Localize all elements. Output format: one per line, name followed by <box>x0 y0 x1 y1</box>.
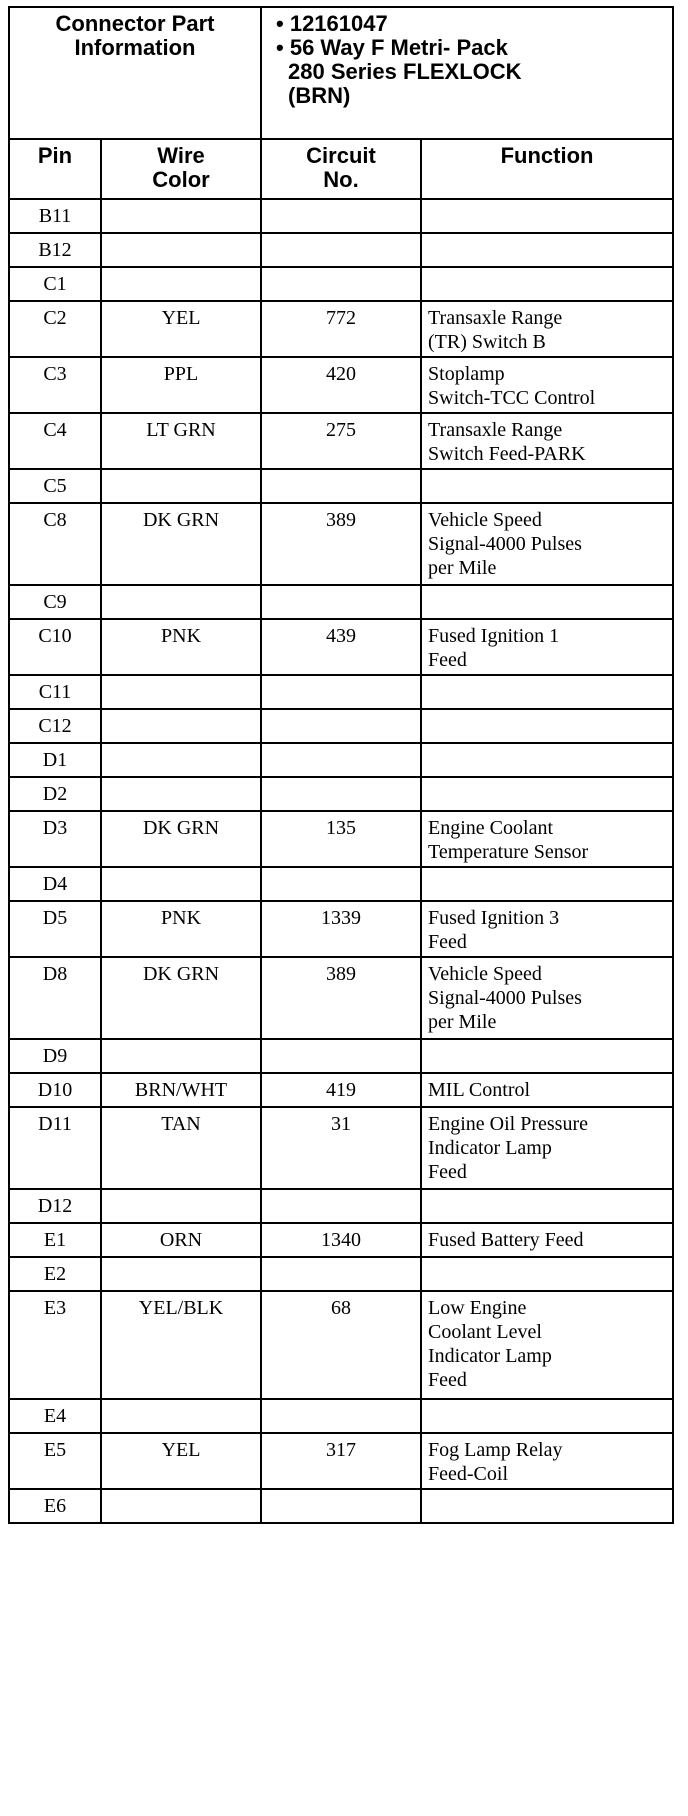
wire-color-cell <box>101 1189 261 1223</box>
function-cell <box>421 199 673 233</box>
circuit-number-cell <box>261 743 421 777</box>
function-line: Feed <box>428 1161 467 1183</box>
circuit-number-cell <box>261 867 421 901</box>
wire-color-cell <box>101 709 261 743</box>
pin-cell: C8 <box>9 503 101 585</box>
wire-color-cell <box>101 199 261 233</box>
circuit-number-cell <box>261 777 421 811</box>
circuit-number-cell <box>261 675 421 709</box>
function-line: Low Engine <box>428 1297 527 1319</box>
table-row <box>9 867 673 901</box>
table-row <box>9 743 673 777</box>
pin-cell: C3 <box>9 357 101 413</box>
wire-color-cell: PNK <box>101 901 261 957</box>
function-line: Feed <box>428 931 467 953</box>
connector-label-line: Information <box>74 35 196 60</box>
column-header-function <box>421 139 673 199</box>
circuit-number-cell: 31 <box>261 1107 421 1189</box>
function-cell <box>421 1433 673 1489</box>
wire-color-cell <box>101 675 261 709</box>
function-line: Transaxle Range <box>428 307 563 329</box>
pin-cell: D5 <box>9 901 101 957</box>
function-cell <box>421 743 673 777</box>
wire-color-cell: PPL <box>101 357 261 413</box>
wire-color-cell <box>101 1489 261 1523</box>
pin-cell: E3 <box>9 1291 101 1399</box>
circuit-number-cell: 419 <box>261 1073 421 1107</box>
circuit-number-cell <box>261 585 421 619</box>
connector-label-line: Connector Part <box>55 11 215 36</box>
column-header-text: Function <box>500 143 594 168</box>
function-line: Engine Oil Pressure <box>428 1113 588 1135</box>
function-line: per Mile <box>428 1011 497 1033</box>
function-cell <box>421 777 673 811</box>
column-header-pin <box>9 139 101 199</box>
wire-color-cell: LT GRN <box>101 413 261 469</box>
function-cell <box>421 675 673 709</box>
table-row <box>9 585 673 619</box>
table-row <box>9 233 673 267</box>
table-row <box>9 1107 673 1189</box>
connector-info-row <box>9 7 673 139</box>
wire-color-cell: YEL <box>101 1433 261 1489</box>
pin-cell: D3 <box>9 811 101 867</box>
function-line: Fused Ignition 3 <box>428 907 560 929</box>
table-row <box>9 1223 673 1257</box>
connector-part-info <box>261 7 673 139</box>
circuit-number-cell: 420 <box>261 357 421 413</box>
function-cell <box>421 1489 673 1523</box>
function-cell <box>421 901 673 957</box>
table-row <box>9 1189 673 1223</box>
pin-cell: C5 <box>9 469 101 503</box>
table-row <box>9 777 673 811</box>
function-line: Feed <box>428 1369 467 1391</box>
circuit-number-cell: 1340 <box>261 1223 421 1257</box>
circuit-number-cell: 389 <box>261 957 421 1039</box>
pin-cell: D12 <box>9 1189 101 1223</box>
table-row <box>9 1291 673 1399</box>
circuit-number-cell: 772 <box>261 301 421 357</box>
table-row <box>9 901 673 957</box>
wire-color-cell: DK GRN <box>101 811 261 867</box>
table-row <box>9 957 673 1039</box>
pin-cell: C12 <box>9 709 101 743</box>
table-row <box>9 1399 673 1433</box>
table-row <box>9 267 673 301</box>
function-line: Signal-4000 Pulses <box>428 987 582 1009</box>
pin-cell: D11 <box>9 1107 101 1189</box>
wire-color-cell <box>101 585 261 619</box>
column-header-row <box>9 139 673 199</box>
function-line: Engine Coolant <box>428 817 553 839</box>
function-cell <box>421 957 673 1039</box>
wire-color-cell: YEL/BLK <box>101 1291 261 1399</box>
function-line: Switch Feed-PARK <box>428 443 586 465</box>
function-cell <box>421 1223 673 1257</box>
pin-cell: D9 <box>9 1039 101 1073</box>
pin-cell: D1 <box>9 743 101 777</box>
function-cell <box>421 469 673 503</box>
function-line: per Mile <box>428 557 497 579</box>
wire-color-cell <box>101 743 261 777</box>
wire-color-cell <box>101 1399 261 1433</box>
wire-color-cell: ORN <box>101 1223 261 1257</box>
pin-cell: B12 <box>9 233 101 267</box>
wire-color-cell: BRN/WHT <box>101 1073 261 1107</box>
pin-cell: E4 <box>9 1399 101 1433</box>
function-line: Fog Lamp Relay <box>428 1439 563 1461</box>
wire-color-cell: DK GRN <box>101 503 261 585</box>
wire-color-cell: DK GRN <box>101 957 261 1039</box>
wire-color-cell <box>101 267 261 301</box>
table-row <box>9 619 673 675</box>
table-row <box>9 357 673 413</box>
connector-color: (BRN) <box>288 83 351 108</box>
pin-cell: E6 <box>9 1489 101 1523</box>
circuit-number-cell: 389 <box>261 503 421 585</box>
function-line: MIL Control <box>428 1079 531 1101</box>
pin-cell: C10 <box>9 619 101 675</box>
wire-color-cell <box>101 1257 261 1291</box>
function-cell <box>421 301 673 357</box>
table-row <box>9 811 673 867</box>
table-row <box>9 301 673 357</box>
function-cell <box>421 867 673 901</box>
function-line: Coolant Level <box>428 1321 542 1343</box>
table-body <box>9 7 673 1523</box>
circuit-number-cell <box>261 233 421 267</box>
pin-cell: D8 <box>9 957 101 1039</box>
connector-type: • 56 Way F Metri- Pack <box>276 35 508 60</box>
pin-cell: E1 <box>9 1223 101 1257</box>
function-line: Transaxle Range <box>428 419 563 441</box>
function-cell <box>421 357 673 413</box>
pin-cell: E2 <box>9 1257 101 1291</box>
table-row <box>9 199 673 233</box>
table-row <box>9 469 673 503</box>
circuit-number-cell <box>261 1189 421 1223</box>
circuit-number-cell <box>261 1489 421 1523</box>
function-line: Vehicle Speed <box>428 963 542 985</box>
wire-color-cell <box>101 777 261 811</box>
function-line: (TR) Switch B <box>428 331 546 353</box>
pin-cell: C4 <box>9 413 101 469</box>
function-cell <box>421 267 673 301</box>
pin-cell: C1 <box>9 267 101 301</box>
column-header-text: No. <box>323 167 359 192</box>
function-cell <box>421 1291 673 1399</box>
function-line: Switch-TCC Control <box>428 387 596 409</box>
connector-pinout-table <box>8 6 674 1524</box>
function-cell <box>421 1107 673 1189</box>
function-cell <box>421 1039 673 1073</box>
pin-cell: D2 <box>9 777 101 811</box>
function-cell <box>421 619 673 675</box>
function-cell <box>421 709 673 743</box>
function-line: Feed-Coil <box>428 1463 509 1485</box>
table-row <box>9 1433 673 1489</box>
function-line: Vehicle Speed <box>428 509 542 531</box>
circuit-number-cell <box>261 1257 421 1291</box>
table-row <box>9 709 673 743</box>
function-line: Indicator Lamp <box>428 1137 552 1159</box>
connector-part-number: • 12161047 <box>276 11 388 36</box>
wire-color-cell <box>101 1039 261 1073</box>
function-line: Temperature Sensor <box>428 841 589 863</box>
circuit-number-cell: 135 <box>261 811 421 867</box>
circuit-number-cell: 1339 <box>261 901 421 957</box>
table-row <box>9 1039 673 1073</box>
pin-cell: D10 <box>9 1073 101 1107</box>
table-row <box>9 1073 673 1107</box>
circuit-number-cell: 439 <box>261 619 421 675</box>
wire-color-cell: TAN <box>101 1107 261 1189</box>
pin-cell: C2 <box>9 301 101 357</box>
wire-color-cell: YEL <box>101 301 261 357</box>
function-line: Fused Battery Feed <box>428 1229 584 1251</box>
function-line: Feed <box>428 649 467 671</box>
pin-cell: B11 <box>9 199 101 233</box>
function-cell <box>421 503 673 585</box>
function-cell <box>421 233 673 267</box>
pin-cell: D4 <box>9 867 101 901</box>
function-cell <box>421 811 673 867</box>
circuit-number-cell <box>261 267 421 301</box>
column-header-text: Pin <box>37 143 73 168</box>
table-row <box>9 413 673 469</box>
circuit-number-cell: 275 <box>261 413 421 469</box>
table-row <box>9 675 673 709</box>
connector-part-label <box>9 7 261 139</box>
function-line: Fused Ignition 1 <box>428 625 560 647</box>
column-header-circuit-no <box>261 139 421 199</box>
table-row <box>9 503 673 585</box>
table-row <box>9 1257 673 1291</box>
function-cell <box>421 1073 673 1107</box>
function-cell <box>421 1399 673 1433</box>
wire-color-cell <box>101 867 261 901</box>
function-cell <box>421 413 673 469</box>
function-line: Signal-4000 Pulses <box>428 533 582 555</box>
pin-cell: C9 <box>9 585 101 619</box>
table-row <box>9 1489 673 1523</box>
column-header-wire-color <box>101 139 261 199</box>
wire-color-cell <box>101 233 261 267</box>
function-line: Indicator Lamp <box>428 1345 552 1367</box>
pin-cell: C11 <box>9 675 101 709</box>
connector-series: 280 Series FLEXLOCK <box>288 59 522 84</box>
function-cell <box>421 1257 673 1291</box>
column-header-text: Circuit <box>306 143 376 168</box>
circuit-number-cell <box>261 469 421 503</box>
circuit-number-cell: 68 <box>261 1291 421 1399</box>
circuit-number-cell <box>261 1039 421 1073</box>
circuit-number-cell <box>261 199 421 233</box>
circuit-number-cell <box>261 1399 421 1433</box>
column-header-text: Color <box>152 167 210 192</box>
wire-color-cell <box>101 469 261 503</box>
function-cell <box>421 1189 673 1223</box>
circuit-number-cell: 317 <box>261 1433 421 1489</box>
wire-color-cell: PNK <box>101 619 261 675</box>
circuit-number-cell <box>261 709 421 743</box>
function-cell <box>421 585 673 619</box>
column-header-text: Wire <box>157 143 205 168</box>
function-line: Stoplamp <box>428 363 505 385</box>
pin-cell: E5 <box>9 1433 101 1489</box>
